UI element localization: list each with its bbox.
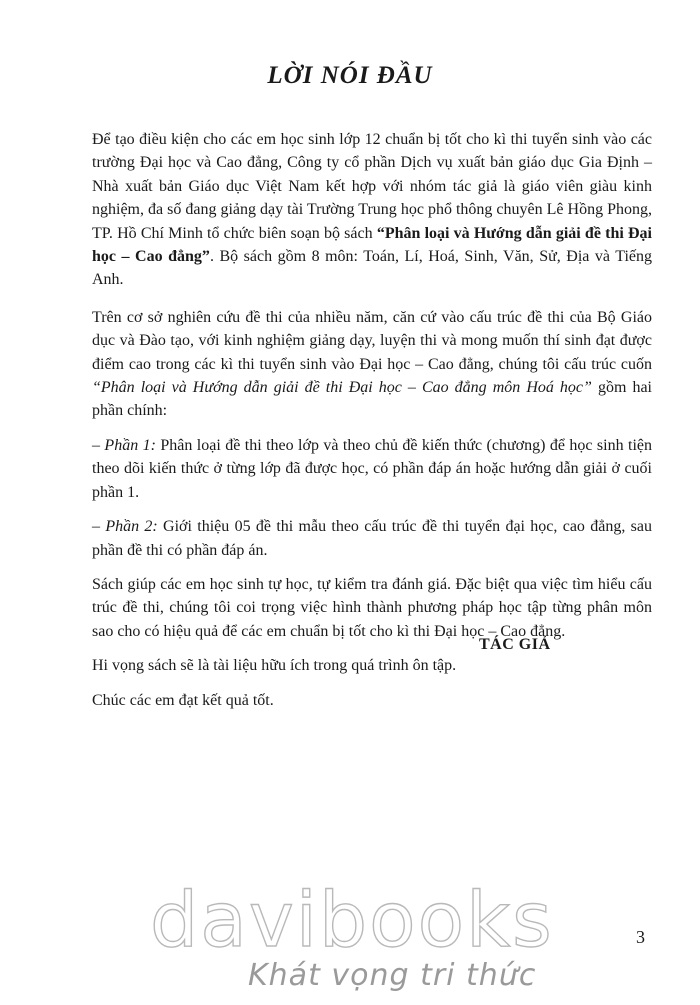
paragraph-structure — [92, 306, 652, 423]
part-1-text: Phân loại đề thi theo lớp và theo chủ đề kiến thức (chương) để học sinh tiện theo dõi kiến thức ở từng lớp đã được học, có phần đáp án hoặc hướng dẫn giải ở cuối phần 1. — [92, 436, 652, 501]
paragraph-hope: Hi vọng sách sẽ là tài liệu hữu ích trong quá trình ôn tập. — [92, 657, 457, 675]
page-title: LỜI NÓI ĐẦU — [267, 62, 433, 89]
watermark-logo: davibooks — [150, 875, 554, 964]
part-2-label: – Phần 2: — [92, 518, 158, 536]
paragraph-wish: Chúc các em đạt kết quả tốt. — [92, 691, 274, 709]
paragraph-intro — [92, 128, 652, 292]
book-title: “Phân loại và Hướng dẫn giải đề thi Đại học – Cao đẳng môn Hoá học” — [92, 379, 592, 397]
part-1-label: – Phần 1: — [92, 436, 156, 454]
structure-text-end: gồm hai phần chính: — [92, 379, 653, 420]
part-2-text: Giới thiệu 05 đề thi mẫu theo cấu trúc đề thi tuyển đại học, cao đẳng, sau phần đề thi có phần đáp án. — [92, 518, 652, 559]
author-signature: TÁC GIẢ — [479, 636, 551, 653]
paragraph-part-2 — [92, 515, 652, 562]
intro-text-end: . Bộ sách gồm 8 môn: Toán, Lí, Hoá, Sinh, Văn, Sử, Địa và Tiếng Anh. — [92, 248, 653, 289]
paragraph-purpose: Sách giúp các em học sinh tự học, tự kiểm tra đánh giá. Đặc biệt qua việc tìm hiểu cấu trúc đề thi, chúng tôi coi trọng việc hình thành phương pháp học tập từng phân môn sao cho có hiệu quả để các em chuẩn bị tốt cho kì thi Đại học – Cao đẳng. — [92, 575, 652, 640]
preface-body — [92, 128, 652, 723]
watermark — [150, 875, 570, 1000]
page-number: 3 — [636, 927, 645, 947]
series-title: “Phân loại và Hướng dẫn giải đề thi Đại học – Cao đẳng” — [92, 224, 652, 266]
structure-text: Trên cơ sở nghiên cứu đề thi của nhiều năm, căn cứ vào cấu trúc đề thi của Bộ Giáo dục và Đào tạo, với kinh nghiệm giảng dạy, luyện thi và mong muốn thí sinh đạt được điểm cao trong các kì thi tuyển sinh vào Đại học – Cao đẳng, chúng tôi cấu trúc cuốn — [92, 308, 652, 373]
paragraph-part-1 — [92, 434, 652, 504]
intro-text: Để tạo điều kiện cho các em học sinh lớp 12 chuẩn bị tốt cho kì thi tuyển sinh vào các trường Đại học và Cao đẳng, Công ty cổ phần Dịch vụ xuất bản giáo dục Gia Định – Nhà xuất bản Giáo dục Việt Nam kết hợp với nhóm tác giả là giáo viên giàu kinh nghiệm, đa số đang giảng dạy tài Trường Trung học phổ thông chuyên Lê Hồng Phong, TP. Hồ Chí Minh tổ chức biên soạn bộ sách — [92, 131, 652, 242]
watermark-slogan: Khát vọng tri thức — [248, 958, 537, 993]
